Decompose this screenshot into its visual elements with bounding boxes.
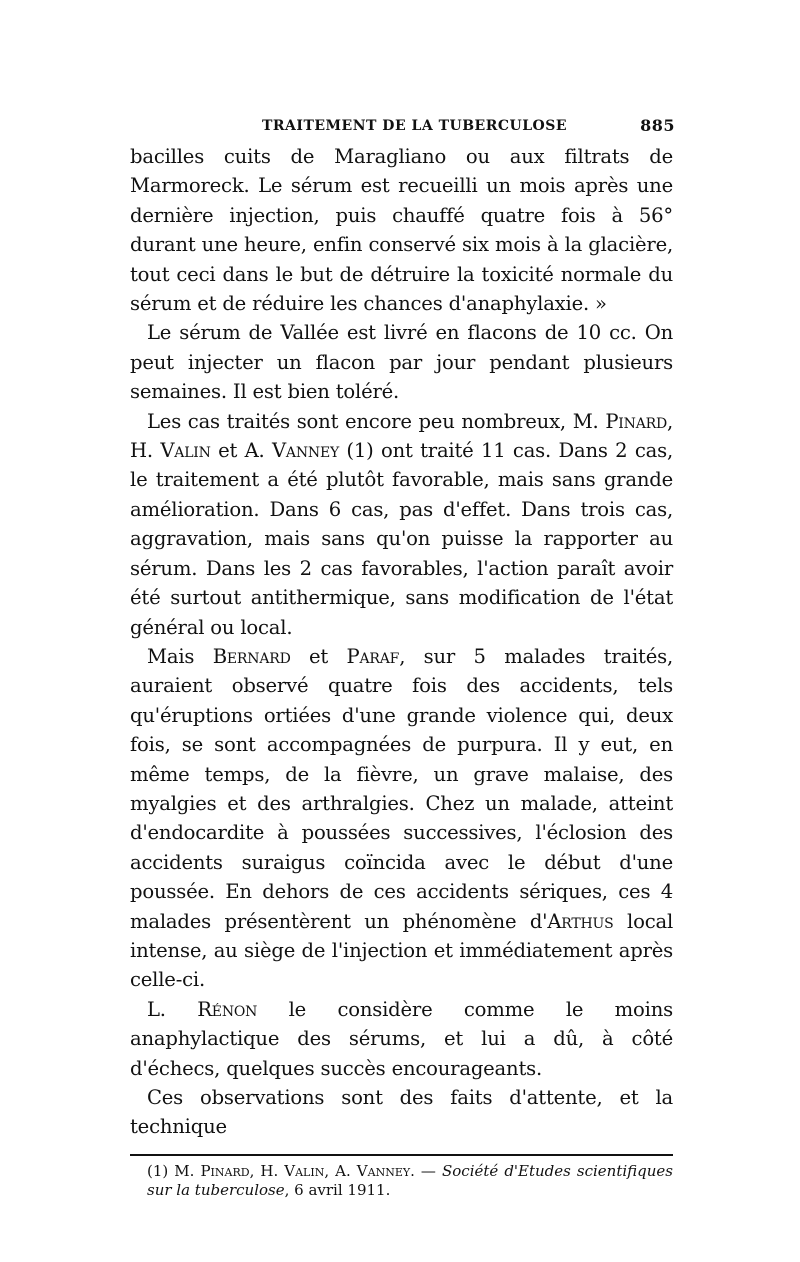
running-title: TRAITEMENT DE LA TUBERCULOSE xyxy=(262,118,568,134)
author-name-pinard: Pinard xyxy=(605,409,667,433)
footnote-marker: (1) xyxy=(147,1161,169,1180)
paragraph-1: bacilles cuits de Maragliano ou aux filtrats de Marmoreck. Le sérum est recueilli un mois après une dernière injection, puis chauffé quatre fois à 56° durant une heure, enfin conservé six mois à la glacière, tout ceci dans le but de détruire la toxicité normale du sérum et de réduire les chances d'anaphylaxie. » xyxy=(130,145,673,316)
footnote xyxy=(130,1162,673,1200)
paragraph-5 xyxy=(130,995,673,1083)
paragraph-3-text-c: et A. xyxy=(210,439,272,463)
paragraph-3-text-a: Les cas traités sont encore peu nombreux, M. xyxy=(147,409,606,433)
footnote-journal: Société d'Etudes scientifiques sur la tuberculose xyxy=(147,1161,673,1199)
paragraph-4-text-c: , sur 5 malades traités, auraient observé quatre fois des accidents, tels qu'éruptions ortiées d'une grande violence qui, deux fois, se sont accompagnées de purpura. Il y eut, en même temps, de la fièvre, un grave malaise, des myalgies et des arthralgies. Chez un malade, atteint d'endocardite à poussées successives, l'éclosion des accidents suraigus coïncida avec le début d'une poussée. En dehors de ces accidents sériques, ces 4 malades présentèrent un phénomène d' xyxy=(130,644,673,933)
footnote-name-vanney: Vanney xyxy=(356,1161,411,1180)
footnote-text-d: . — xyxy=(410,1161,442,1180)
footnote-date: , 6 avril 1911. xyxy=(284,1180,391,1199)
page-number: 885 xyxy=(640,116,675,135)
paragraph-4-text-a: Mais xyxy=(147,644,213,668)
paragraph-2: Le sérum de Vallée est livré en flacons de 10 cc. On peut injecter un flacon par jour pendant plusieurs semaines. Il est bien toléré. xyxy=(130,321,673,404)
paragraph-3-text-b: , H. xyxy=(130,409,673,463)
body-text xyxy=(130,142,673,1142)
author-name-valin: Valin xyxy=(160,439,211,463)
author-name-arthus: Arthus xyxy=(547,909,614,933)
author-name-paraf: Paraf xyxy=(346,644,400,668)
page-header xyxy=(130,112,673,142)
paragraph-3-text-d: (1) ont traité 11 cas. Dans 2 cas, le traitement a été plutôt favorable, mais sans grande amélioration. Dans 6 cas, pas d'effet. Dans trois cas, aggravation, mais sans qu'on puisse la rapporter au sérum. Dans les 2 cas favorables, l'action paraît avoir été surtout antithermique, sans modification de l'état général ou local. xyxy=(130,439,673,639)
footnote-name-pinard: Pinard xyxy=(200,1161,250,1180)
book-page xyxy=(130,112,673,1200)
author-name-bernard: Bernard xyxy=(212,644,291,668)
paragraph-4 xyxy=(130,642,673,995)
author-name-renon: Rénon xyxy=(197,997,258,1021)
footnote-name-valin: Valin xyxy=(284,1161,325,1180)
footnote-text-a: M. xyxy=(168,1161,201,1180)
footnote-text-c: , A. xyxy=(324,1161,357,1180)
footnote-text-b: , H. xyxy=(249,1161,285,1180)
footnote-divider xyxy=(130,1154,673,1156)
author-name-vanney: Vanney xyxy=(271,439,340,463)
paragraph-4-text-b: et xyxy=(290,644,347,668)
paragraph-3 xyxy=(130,407,673,642)
paragraph-5-text-a: L. xyxy=(147,997,198,1021)
footnote-line xyxy=(130,1162,673,1200)
paragraph-4-text-d: local intense, au siège de l'injection et immédiatement après celle-ci. xyxy=(130,909,674,992)
paragraph-6: Ces observations sont des faits d'attente, et la technique xyxy=(130,1086,673,1139)
paragraph-5-text-b: le considère comme le moins anaphylactique des sérums, et lui a dû, à côté d'échecs, quelques succès encourageants. xyxy=(130,997,673,1080)
